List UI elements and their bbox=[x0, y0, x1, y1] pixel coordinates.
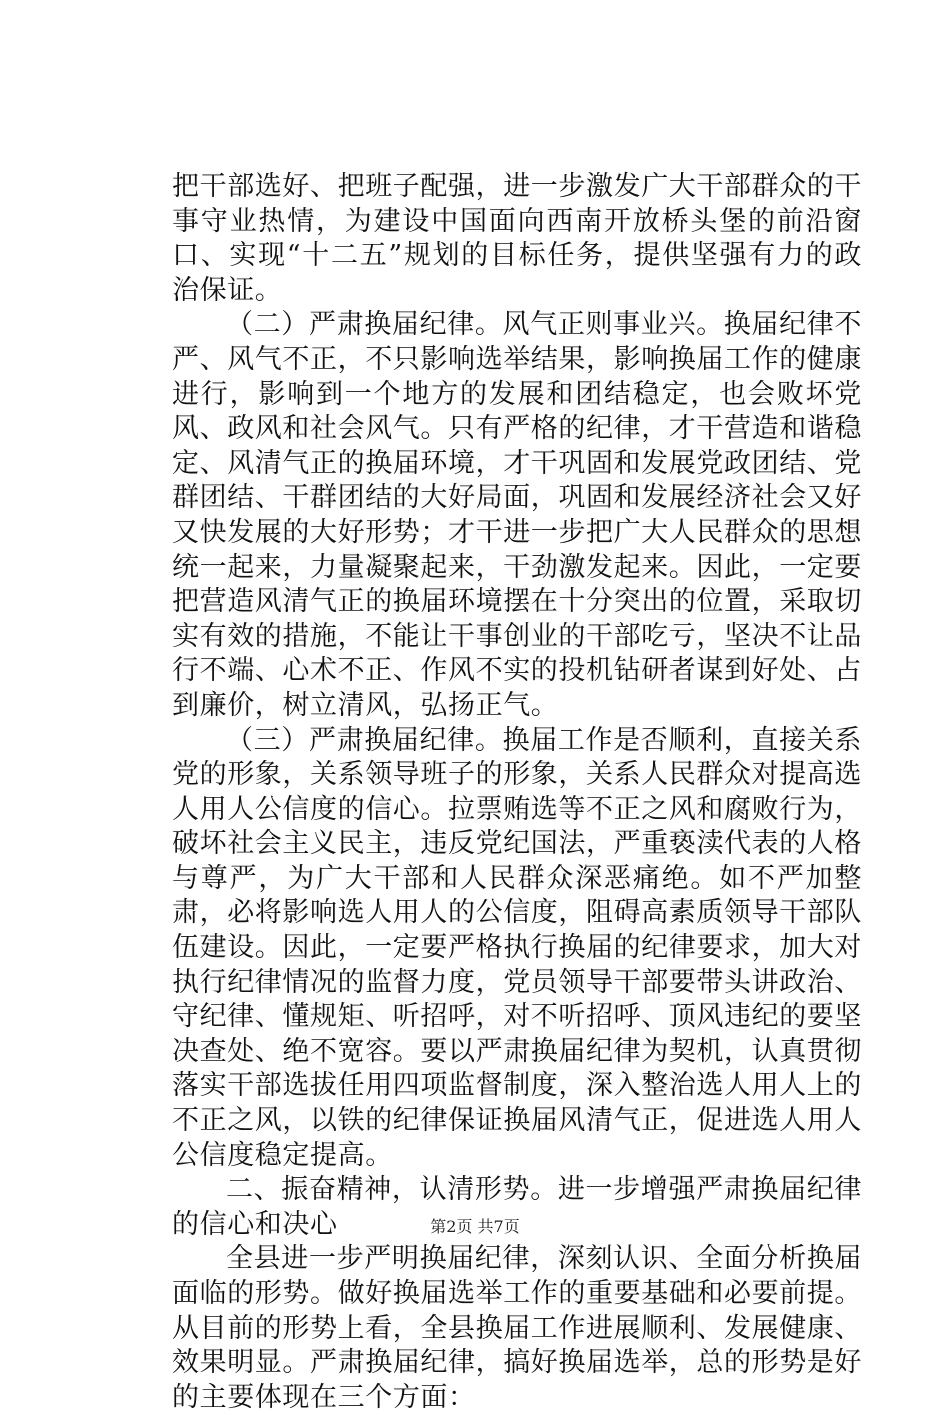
section-heading: 二、振奋精神，认清形势。进一步增强严肃换届纪律的信心和决心 bbox=[172, 1174, 862, 1240]
paragraph-1: 把干部选好、把班子配强，进一步激发广大干部群众的干事守业热情，为建设中国面向西南开放桥头堡的前沿窗口、实现“十二五”规划的目标任务，提供坚强有力的政治保证。 bbox=[172, 171, 862, 306]
page-number-footer: 第2页 共7页 bbox=[430, 1217, 520, 1236]
paragraph-4: 全县进一步严明换届纪律，深刻认识、全面分析换届面临的形势。做好换届选举工作的重要基础和必要前提。从目前的形势上看，全县换届工作进展顺利、发展健康、效果明显。严肃换届纪律，搞好换届选举，总的形势是好的主要体现在三个方面： bbox=[172, 1243, 862, 1413]
paragraph-2: （二）严肃换届纪律。风气正则事业兴。换届纪律不严、风气不正，不只影响选举结果，影响换届工作的健康进行，影响到一个地方的发展和团结稳定，也会败坏党风、政风和社会风气。只有严格的纪律，才干营造和谐稳定、风清气正的换届环境，才干巩固和发展党政团结、党群团结、干群团结的大好局面，巩固和发展经济社会又好又快发展的大好形势；才干进一步把广大人民群众的思想统一起来，力量凝聚起来，干劲激发起来。因此，一定要把营造风清气正的换届环境摆在十分突出的位置，采取切实有效的措施，不能让干事创业的干部吃亏，坚决不让品行不端、心术不正、作风不实的投机钻研者谋到好处、占到廉价，树立清风，弘扬正气。 bbox=[172, 309, 862, 721]
paragraph-3: （三）严肃换届纪律。换届工作是否顺利，直接关系党的形象，关系领导班子的形象，关系人民群众对提高选人用人公信度的信心。拉票贿选等不正之风和腐败行为，破坏社会主义民主，违反党纪国法，严重亵渎代表的人格与尊严，为广大干部和人民群众深恶痛绝。如不严加整肃，必将影响选人用人的公信度，阻碍高素质领导干部队伍建设。因此，一定要严格执行换届的纪律要求，加大对执行纪律情况的监督力度，党员领导干部要带头讲政治、守纪律、懂规矩、听招呼，对不听招呼、顶风违纪的要坚决查处、绝不宽容。要以严肃换届纪律为契机，认真贯彻落实干部选拔任用四项监督制度，深入整治选人用人上的不正之风，以铁的纪律保证换届风清气正，促进选人用人公信度稳定提高。 bbox=[172, 724, 862, 1171]
